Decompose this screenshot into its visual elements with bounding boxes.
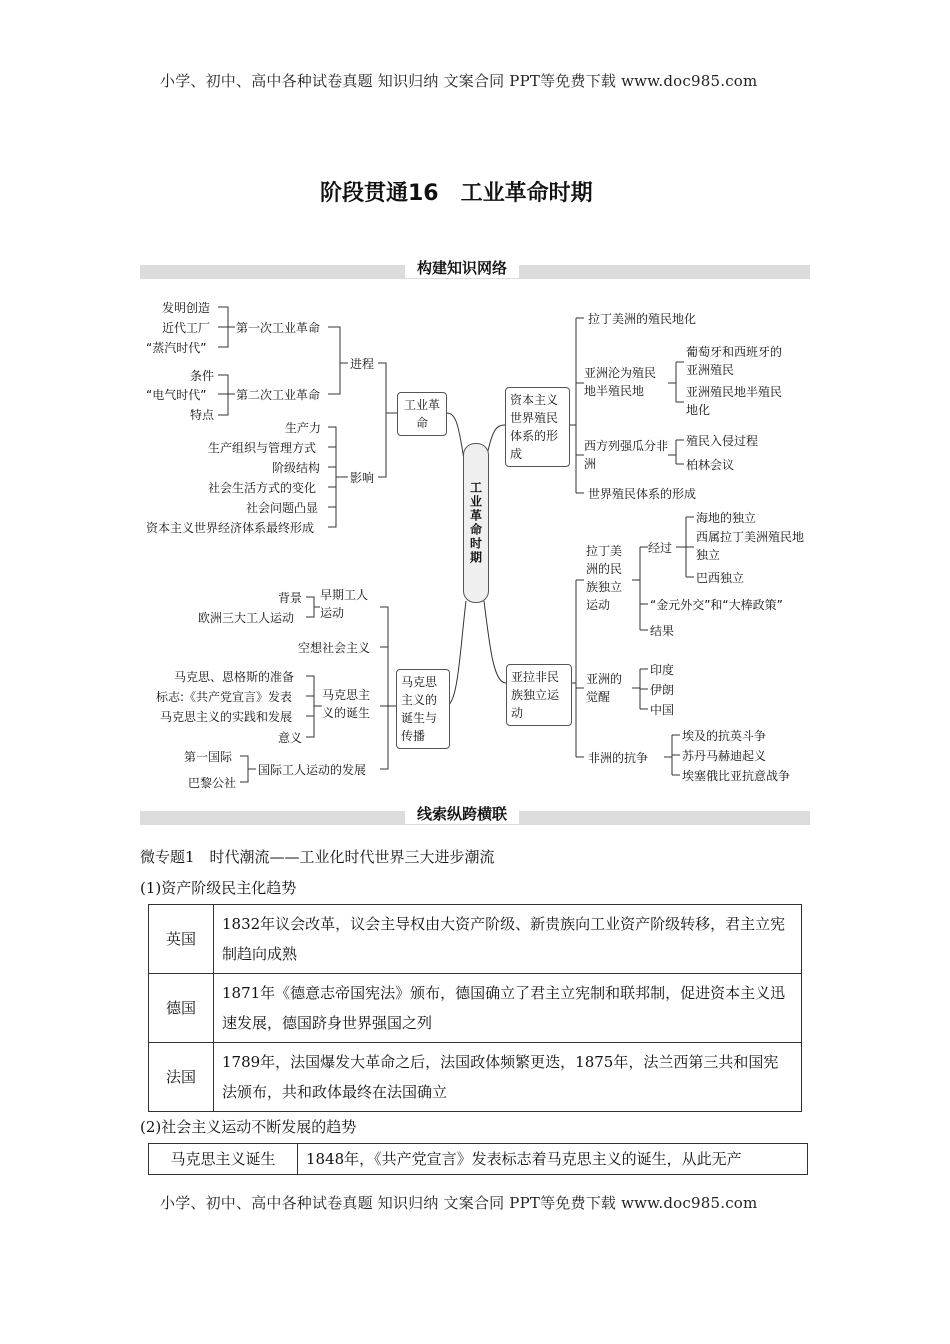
mm-box-industrial-revolution: 工业革命 (397, 392, 447, 436)
mm-early-item-1: 背景 (278, 591, 303, 605)
subheading-2: (2)社会主义运动不断发展的趋势 (140, 1118, 357, 1136)
mm-first-item-1: 发明创造 (162, 301, 211, 315)
mm-second-revolution: 第二次工业革命 (236, 388, 321, 402)
mm-process-item-1: 海地的独立 (696, 511, 757, 525)
mm-first-item-2: 近代工厂 (162, 321, 211, 335)
table-cell-text: 1848年，《共产党宣言》发表标志着马克思主义的诞生，从此无产 (298, 1144, 808, 1175)
mm-gold-diplomacy: “金元外交”和“大棒政策” (650, 598, 783, 612)
mm-africa-struggle-item-3: 埃塞俄比亚抗意战争 (682, 769, 791, 783)
subheading-1: (1)资产阶级民主化趋势 (140, 879, 297, 897)
table-row (149, 1043, 802, 1112)
mm-latam-colonial: 拉丁美洲的殖民地化 (588, 312, 697, 326)
mm-intl-item-2: 巴黎公社 (188, 776, 237, 790)
page-title: 阶段贯通16 工业革命时期 (320, 181, 593, 206)
mm-asia-awakening: 亚洲的觉醒 (586, 670, 630, 706)
mm-asia-country-3: 中国 (650, 703, 675, 717)
mm-asia-country-2: 伊朗 (650, 683, 675, 697)
mm-impact-item-2: 生产组织与管理方式 (208, 441, 317, 455)
mm-box-independence: 亚拉非民族独立运动 (506, 664, 572, 726)
table-row (149, 1144, 808, 1175)
mm-africa-struggle: 非洲的抗争 (588, 751, 649, 765)
mm-utopian: 空想社会主义 (298, 641, 371, 655)
mm-marx-item-2: 标志:《共产党宣言》发表 (156, 690, 293, 704)
mm-asia-colonial: 亚洲沦为殖民地半殖民地 (584, 364, 664, 400)
mm-africa-item-1: 殖民入侵过程 (686, 434, 759, 448)
mm-center-node: 工业革命时期 (463, 443, 489, 603)
mm-first-item-3: “蒸汽时代” (146, 341, 207, 355)
table-row (149, 905, 802, 974)
mm-early-movement: 早期工人运动 (320, 586, 372, 622)
mm-africa-item-2: 柏林会议 (686, 458, 735, 472)
mm-process-item-2: 西属拉丁美洲殖民地独立 (696, 530, 805, 562)
mm-asia-country-1: 印度 (650, 663, 675, 677)
mm-intl-movement: 国际工人运动的发展 (258, 763, 367, 777)
mm-latam-independence: 拉丁美洲的民族独立运动 (586, 542, 630, 614)
table-cell-text: 1871年《德意志帝国宪法》颁布，德国确立了君主立宪制和联邦制，促进资本主义迅速发展，德国跻身世界强国之列 (214, 974, 802, 1043)
mm-first-revolution: 第一次工业革命 (236, 321, 321, 335)
mm-asia-item-1: 葡萄牙和西班牙的亚洲殖民 (686, 343, 790, 379)
mm-marx-item-1: 马克思、恩格斯的准备 (174, 670, 295, 684)
mm-impact-item-4: 社会生活方式的变化 (208, 481, 317, 495)
mm-process-right: 经过 (648, 541, 673, 555)
socialism-table (148, 1143, 808, 1175)
mm-africa-struggle-item-1: 埃及的抗英斗争 (682, 729, 767, 743)
table-cell-country: 英国 (149, 905, 214, 974)
page-footer: 小学、初中、高中各种试卷真题 知识归纳 文案合同 PPT等免费下载 www.doc985.com (160, 1194, 758, 1212)
mm-process: 进程 (350, 357, 375, 371)
mm-marx-item-3: 马克思主义的实践和发展 (160, 710, 293, 724)
mm-impact-item-1: 生产力 (285, 421, 322, 435)
mm-process-item-3: 巴西独立 (696, 571, 745, 585)
mm-result: 结果 (650, 624, 675, 638)
mm-marxism-birth: 马克思主义的诞生 (322, 688, 371, 720)
democratization-table (148, 904, 802, 1112)
mm-second-item-2: “电气时代” (146, 388, 207, 402)
micro-topic-heading: 微专题1 时代潮流——工业化时代世界三大进步潮流 (140, 848, 495, 866)
mm-africa-partition: 西方列强瓜分非洲 (584, 439, 669, 471)
table-cell-label: 马克思主义诞生 (149, 1144, 298, 1175)
mm-intl-item-1: 第一国际 (184, 750, 233, 764)
table-cell-country: 法国 (149, 1043, 214, 1112)
table-cell-text: 1789年，法国爆发大革命之后，法国政体频繁更迭，1875年，法兰西第三共和国宪法颁布，共和政体最终在法国确立 (214, 1043, 802, 1112)
mm-second-item-1: 条件 (190, 369, 215, 383)
mm-world-colonial: 世界殖民体系的形成 (588, 487, 697, 501)
mm-box-colonial-system: 资本主义世界殖民体系的形成 (505, 387, 570, 467)
page-header: 小学、初中、高中各种试卷真题 知识归纳 文案合同 PPT等免费下载 www.doc985.com (160, 72, 758, 90)
section-title-clues: 线索纵跨横联 (405, 803, 519, 824)
mm-second-item-3: 特点 (190, 408, 215, 422)
mm-impact-item-6: 资本主义世界经济体系最终形成 (146, 521, 315, 535)
table-cell-country: 德国 (149, 974, 214, 1043)
mm-impact-item-5: 社会问题凸显 (246, 501, 319, 515)
mm-early-item-2: 欧洲三大工人运动 (198, 611, 295, 625)
mm-impact-item-3: 阶级结构 (272, 461, 321, 475)
mm-africa-struggle-item-2: 苏丹马赫迪起义 (682, 749, 767, 763)
mm-impact: 影响 (350, 471, 375, 485)
mm-asia-item-2: 亚洲殖民地半殖民地化 (686, 383, 790, 419)
table-row (149, 974, 802, 1043)
table-cell-text: 1832年议会改革，议会主导权由大资产阶级、新贵族向工业资产阶级转移，君主立宪制趋向成熟 (214, 905, 802, 974)
mm-box-marxism: 马克思主义的诞生与传播 (396, 669, 450, 749)
mm-marx-item-4: 意义 (278, 731, 303, 745)
section-title-knowledge: 构建知识网络 (405, 257, 519, 278)
